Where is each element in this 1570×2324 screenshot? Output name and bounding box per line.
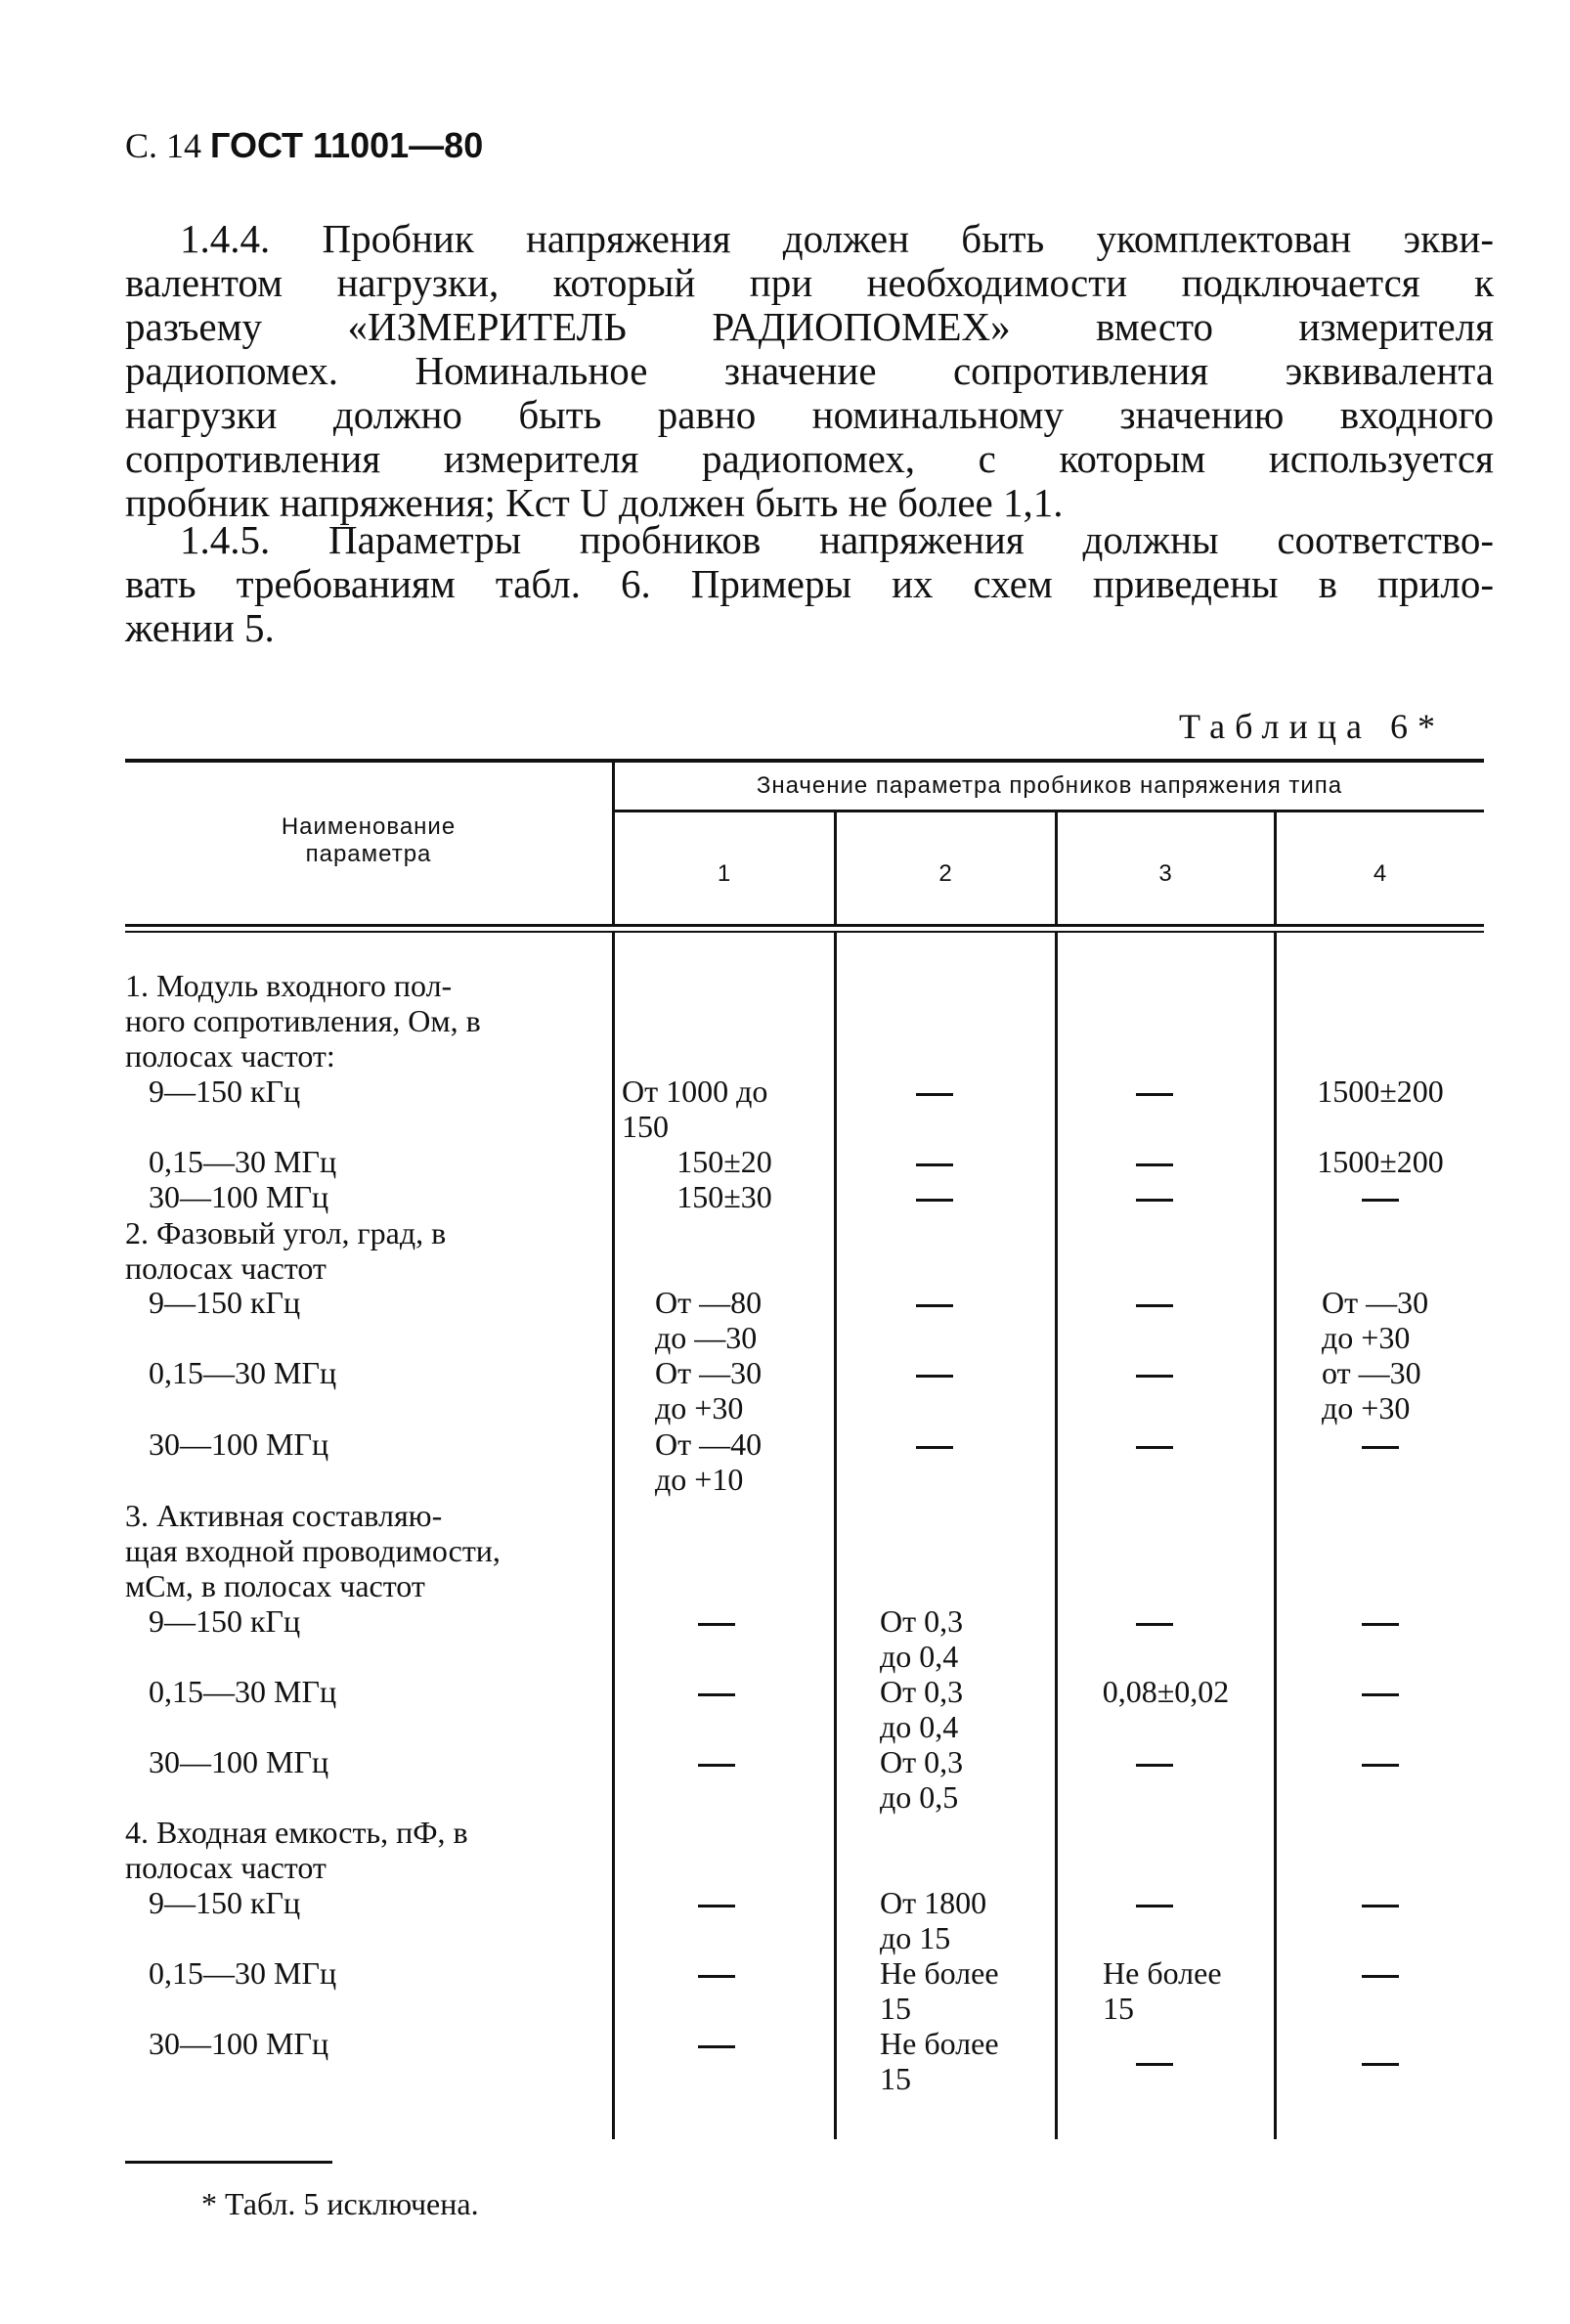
text-line: сопротивления измерителя радиопомех, с которым используется: [125, 436, 1494, 481]
dash-cell: [698, 1905, 735, 1907]
page-number: С. 14: [125, 126, 202, 165]
dash-cell: [698, 1764, 735, 1767]
dash-cell: [1136, 1163, 1173, 1166]
page-header: [125, 125, 483, 166]
text-line: 1.4.4. Пробник напряжения должен быть укомплектован экви-: [180, 216, 1494, 261]
table-row-param: 9—150 кГц: [125, 1074, 301, 1109]
dash-cell: [1136, 1764, 1173, 1767]
table-row-param: 4. Входная емкость, пФ, в полосах частот: [125, 1815, 468, 1885]
table-cell: 150±30: [676, 1179, 772, 1214]
dash-cell: [698, 2045, 735, 2048]
dash-cell: [1136, 1093, 1173, 1096]
table-cell: От 1800 до 15: [880, 1885, 987, 1955]
table-cell: Не более 15: [1103, 1955, 1222, 2026]
table-row-param: 9—150 кГц: [125, 1603, 301, 1639]
table-row-param: 2. Фазовый угол, град, в полосах частот: [125, 1215, 447, 1286]
body-col-divider: [1274, 933, 1277, 2139]
col-header-group: Значение параметра пробников напряжения типа: [756, 772, 1343, 799]
table-row-param: 9—150 кГц: [125, 1285, 301, 1320]
dash-cell: [1136, 1446, 1173, 1449]
dash-cell: [698, 1693, 735, 1696]
table-cell: Не более 15: [880, 1955, 999, 2026]
col-header-type-4: 4: [1373, 860, 1388, 887]
dash-cell: [1362, 1975, 1399, 1978]
dash-cell: [1362, 2063, 1399, 2066]
table-row-param: 0,15—30 МГц: [125, 1955, 337, 1991]
table-cell: От —30 до +30: [1322, 1285, 1429, 1355]
table-cell: От —40 до +10: [655, 1426, 763, 1497]
table-cell: От —30 до +30: [655, 1355, 763, 1425]
table-cell: От 0,3 до 0,5: [880, 1744, 964, 1815]
dash-cell: [1362, 1446, 1399, 1449]
body-col-divider: [1055, 933, 1058, 2139]
header-bottom-rule: [125, 924, 1484, 927]
footnote-rule: [125, 2161, 332, 2164]
footnote: * Табл. 5 исключена.: [201, 2186, 479, 2221]
dash-cell: [916, 1304, 953, 1307]
text-line: радиопомех. Номинальное значение сопротивления эквивалента: [125, 348, 1494, 393]
dash-cell: [698, 1623, 735, 1626]
paragraph-1-4-4: [125, 217, 1494, 525]
group-header-rule: [614, 810, 1484, 812]
table-cell: От 0,3 до 0,4: [880, 1603, 964, 1674]
table-cell: От 1000 до 150: [622, 1074, 768, 1144]
header-bottom-rule-2: [125, 931, 1484, 933]
table-row-param: 30—100 МГц: [125, 2026, 329, 2061]
dash-cell: [1136, 1199, 1173, 1202]
dash-cell: [1136, 2063, 1173, 2066]
table-row-param: 9—150 кГц: [125, 1885, 301, 1920]
dash-cell: [1362, 1764, 1399, 1767]
table-row-param: 0,15—30 МГц: [125, 1355, 337, 1390]
dash-cell: [916, 1163, 953, 1166]
dash-cell: [1362, 1693, 1399, 1696]
table-cell: 0,08±0,02: [1102, 1674, 1230, 1709]
dash-cell: [1362, 1623, 1399, 1626]
table-cell: 1500±200: [1317, 1074, 1444, 1109]
text-line: нагрузки должно быть равно номинальному значению входного: [125, 392, 1494, 437]
table-cell: Не более 15: [880, 2026, 999, 2096]
dash-cell: [1136, 1304, 1173, 1307]
dash-cell: [698, 1975, 735, 1978]
dash-cell: [1136, 1375, 1173, 1378]
dash-cell: [1362, 1199, 1399, 1202]
dash-cell: [916, 1375, 953, 1378]
col-header-param: Наименование параметра: [281, 813, 457, 867]
col-header-type-2: 2: [938, 860, 953, 887]
dash-cell: [1362, 1905, 1399, 1907]
table-top-rule: [125, 759, 1484, 763]
table-row-param: 30—100 МГц: [125, 1426, 329, 1462]
text-line: разъему «ИЗМЕРИТЕЛЬ РАДИОПОМЕХ» вместо измерителя: [125, 304, 1494, 349]
dash-cell: [1136, 1623, 1173, 1626]
table-cell: 150±20: [676, 1144, 772, 1179]
text-line: пробник напряжения; Kст U должен быть не более 1,1.: [125, 480, 1064, 525]
text-line: 1.4.5. Параметры пробников напряжения должны соответство-: [180, 517, 1494, 562]
table-row-param: 30—100 МГц: [125, 1179, 329, 1214]
table-cell: 1500±200: [1317, 1144, 1444, 1179]
paragraph-1-4-5: [125, 518, 1494, 650]
table-row-param: 0,15—30 МГц: [125, 1144, 337, 1179]
body-col-divider: [612, 933, 615, 2139]
table-row-param: 0,15—30 МГц: [125, 1674, 337, 1709]
table-title: Таблица 6*: [1179, 707, 1445, 746]
table-row-param: 30—100 МГц: [125, 1744, 329, 1779]
table-row-param: 3. Активная составляю- щая входной проводимости, мСм, в полосах частот: [125, 1498, 501, 1603]
text-line: вать требованиям табл. 6. Примеры их схем приведены в прило-: [125, 561, 1494, 606]
col-header-type-3: 3: [1158, 860, 1173, 887]
table-cell: от —30 до +30: [1322, 1355, 1421, 1425]
dash-cell: [916, 1199, 953, 1202]
dash-cell: [916, 1446, 953, 1449]
table-row-param: 1. Модуль входного пол- ного сопротивления, Ом, в полосах частот:: [125, 968, 481, 1074]
col-header-type-1: 1: [717, 860, 732, 887]
body-col-divider: [834, 933, 837, 2139]
standard-number: ГОСТ 11001—80: [210, 125, 484, 165]
text-line: жении 5.: [125, 605, 275, 650]
table-cell: От —80 до —30: [655, 1285, 763, 1355]
table-cell: От 0,3 до 0,4: [880, 1674, 964, 1744]
dash-cell: [1136, 1905, 1173, 1907]
dash-cell: [916, 1093, 953, 1096]
text-line: валентом нагрузки, который при необходимости подключается к: [125, 260, 1494, 305]
